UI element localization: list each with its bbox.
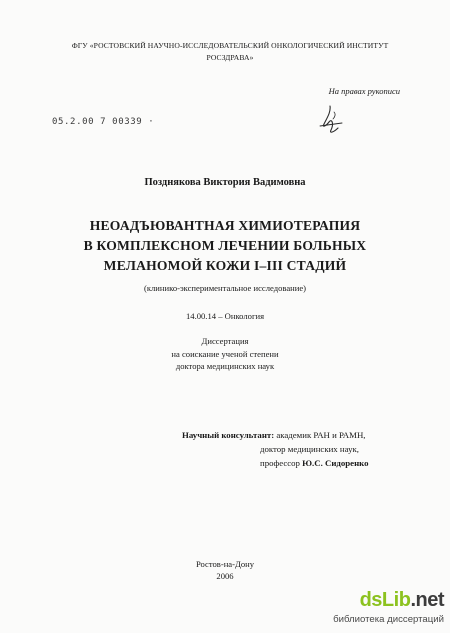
consultant-line-3	[182, 456, 412, 470]
watermark-caption: библиотека диссертаций	[333, 614, 444, 625]
author-name: Позднякова Виктория Вадимовна	[144, 177, 306, 188]
specialty-code: 14.00.14 – Онкология	[185, 311, 265, 321]
institute-line-2: РОСЗДРАВА»	[206, 53, 254, 62]
year: 2006	[216, 571, 234, 581]
scientific-consultant	[182, 428, 412, 470]
city: Ростов-на-Дону	[195, 559, 255, 569]
consultant-rank: профессор	[260, 458, 303, 468]
consultant-name: Ю.С. Сидоренко	[302, 458, 369, 468]
consultant-title: академик РАН и РАМН,	[274, 430, 366, 440]
dslib-watermark	[316, 589, 444, 629]
consultant-line-1	[182, 428, 412, 442]
handwritten-signature	[312, 104, 352, 136]
manuscript-rights-note: На правах рукописи	[328, 86, 400, 96]
title-line-2: В КОМПЛЕКСНОМ ЛЕЧЕНИИ БОЛЬНЫХ	[83, 238, 367, 253]
logo-part-2: .net	[410, 589, 444, 611]
institute-header	[60, 40, 400, 64]
degree-statement	[0, 335, 450, 373]
registration-number: 05.2.00 7 00339 ·	[52, 117, 155, 127]
title-line-1: НЕОАДЪЮВАНТНАЯ ХИМИОТЕРАПИЯ	[89, 218, 361, 233]
institute-line-1: ФГУ «РОСТОВСКИЙ НАУЧНО-ИССЛЕДОВАТЕЛЬСКИЙ ОНКОЛОГИЧЕСКИЙ ИНСТИТУТ	[71, 41, 389, 50]
logo-part-1: dsLib	[359, 589, 411, 611]
consultant-label: Научный консультант:	[182, 430, 275, 440]
study-type: (клинико-экспериментальное исследование)	[143, 283, 307, 293]
dissertation-title	[30, 216, 420, 276]
title-line-3: МЕЛАНОМОЙ КОЖИ I–III СТАДИЙ	[103, 258, 347, 273]
place-and-year	[0, 558, 450, 582]
consultant-line-2: доктор медицинских наук,	[260, 444, 359, 454]
degree-line-3: доктора медицинских наук	[175, 361, 275, 371]
degree-line-1: Диссертация	[201, 336, 249, 346]
dslib-logo	[360, 589, 444, 612]
degree-line-2: на соискание ученой степени	[171, 348, 279, 359]
